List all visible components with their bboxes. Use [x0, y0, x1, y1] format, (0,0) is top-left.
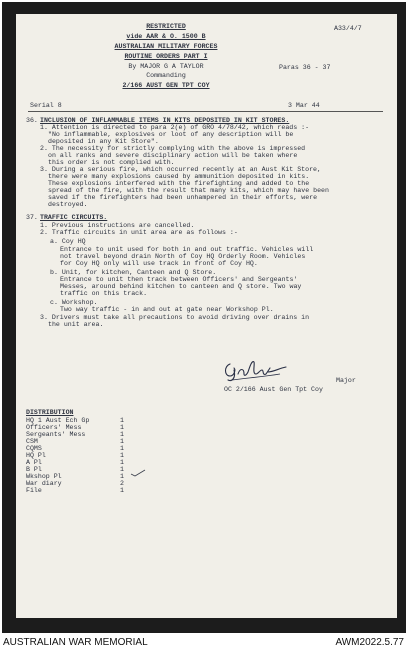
serial-number: Serial 8 [30, 102, 62, 109]
para-37-subhead: a. Coy HQ [50, 238, 86, 245]
para-37-line: for Coy HQ only will use track in front of Coy HQ. [60, 260, 258, 267]
para-37-line: 3. Drivers must take all precautions to avoid driving over drains in [40, 314, 310, 321]
authority-line: vide AAR & O. 1500 B [126, 33, 206, 40]
distribution-recipient: CSM [26, 438, 38, 445]
document-page [16, 14, 397, 618]
para-36-heading: INCLUSION OF INFLAMMABLE ITEMS IN KITS DEPOSITED IN KIT STORES. [40, 117, 290, 124]
para-36-line: there were many explosions caused by ammunition deposited in kits. [48, 173, 310, 180]
distribution-copies: 2 [120, 480, 124, 487]
para-37-line: Messes, around behind kitchen to canteen and Q store. Two way [60, 283, 302, 290]
force-name: AUSTRALIAN MILITARY FORCES [114, 43, 218, 50]
para-37-subhead: c. Workshop. [50, 299, 98, 306]
order-date: 3 Mar 44 [288, 102, 320, 109]
para-37-line: 1. Previous instructions are cancelled. [40, 222, 195, 229]
para-36-line: 3. During a serious fire, which occurred recently at an Aust Kit Store, [40, 166, 321, 173]
distribution-copies: 1 [120, 487, 124, 494]
signatory-rank: Major [336, 377, 356, 384]
header-divider [28, 111, 383, 112]
para-36-line: spread of the fire, with the result that many kits, which may have been [48, 187, 329, 194]
para-36-line: 2. The necessity for strictly complying with the above is impressed [40, 145, 306, 152]
distribution-copies: 1 [120, 424, 124, 431]
para-37-line: the unit area. [48, 321, 104, 328]
issued-by: By MAJOR G A TAYLOR [128, 63, 204, 70]
scan-frame [2, 2, 406, 633]
unit-name: 2/166 AUST GEN TPT COY [122, 82, 210, 89]
para-36-line: this order is not complied with. [48, 159, 175, 166]
para-37-number: 37. [26, 214, 38, 221]
para-37-line: 2. Traffic circuits in unit area are as follows :- [40, 229, 238, 236]
distribution-recipient: Officers' Mess [26, 424, 82, 431]
distribution-recipient: A Pl [26, 459, 42, 466]
para-37-line: Entrance to unit then track between Officers' and Sergeants' [60, 276, 298, 283]
para-37-line: not travel beyond drain North of Coy HQ Orderly Room. Vehicles [60, 253, 306, 260]
para-36-line: "No inflammable, explosives or loot of any description will be [48, 131, 294, 138]
handwritten-signature [222, 356, 292, 386]
para-37-line: Two way traffic - in and out at gate near Workshop Pl. [60, 306, 274, 313]
distribution-copies: 1 [120, 473, 124, 480]
distribution-copies: 1 [120, 431, 124, 438]
document-title: ROUTINE ORDERS PART I [124, 53, 208, 60]
distribution-recipient: War diary [26, 480, 62, 487]
reference-number: A33/4/7 [334, 25, 362, 32]
distribution-copies: 1 [120, 417, 124, 424]
distribution-copies: 1 [120, 438, 124, 445]
distribution-recipient: B Pl [26, 466, 42, 473]
para-36-line: saved if the firefighters had been unhampered in their efforts, were [48, 194, 318, 201]
signatory-appointment: OC 2/166 Aust Gen Tpt Coy [224, 386, 323, 393]
archive-name: AUSTRALIAN WAR MEMORIAL [3, 637, 148, 648]
distribution-heading: DISTRIBUTION [26, 409, 74, 416]
para-36-number: 36. [26, 117, 38, 124]
classification: RESTRICTED [146, 23, 186, 30]
para-36-line: on all ranks and severe disciplinary action will be taken where [48, 152, 298, 159]
distribution-recipient: Sergeants' Mess [26, 431, 86, 438]
para-37-heading: TRAFFIC CIRCUITS. [40, 214, 108, 221]
distribution-recipient: File [26, 487, 42, 494]
paras-range: Paras 36 - 37 [279, 64, 331, 71]
archive-footer [0, 633, 408, 653]
para-36-line: These explosions interfered with the firefighting and added to the [48, 180, 310, 187]
para-36-line: destroyed. [48, 201, 88, 208]
para-36-line: 1. Attention is directed to para 2(e) of GRO 4/78/42, which reads :- [40, 124, 310, 131]
distribution-recipient: HQ 1 Aust Ech Gp [26, 417, 90, 424]
para-37-line: Entrance to unit used for both in and out traffic. Vehicles will [60, 246, 314, 253]
archive-item-id: AWM2022.5.77 [335, 637, 404, 648]
distribution-recipient: CQMS [26, 445, 42, 452]
para-37-line: traffic on this track. [60, 290, 148, 297]
distribution-copies: 1 [120, 452, 124, 459]
distribution-copies: 1 [120, 445, 124, 452]
distribution-recipient: HQ Pl [26, 452, 46, 459]
distribution-recipient: Wkshop Pl [26, 473, 62, 480]
para-37-subhead: b. Unit, for kitchen, Canteen and Q Store. [50, 269, 217, 276]
distribution-copies: 1 [120, 459, 124, 466]
tick-mark-icon [130, 469, 146, 477]
para-36-line: deposited in any Kit Store". [48, 138, 159, 145]
commanding-line: Commanding [146, 72, 186, 79]
distribution-copies: 1 [120, 466, 124, 473]
